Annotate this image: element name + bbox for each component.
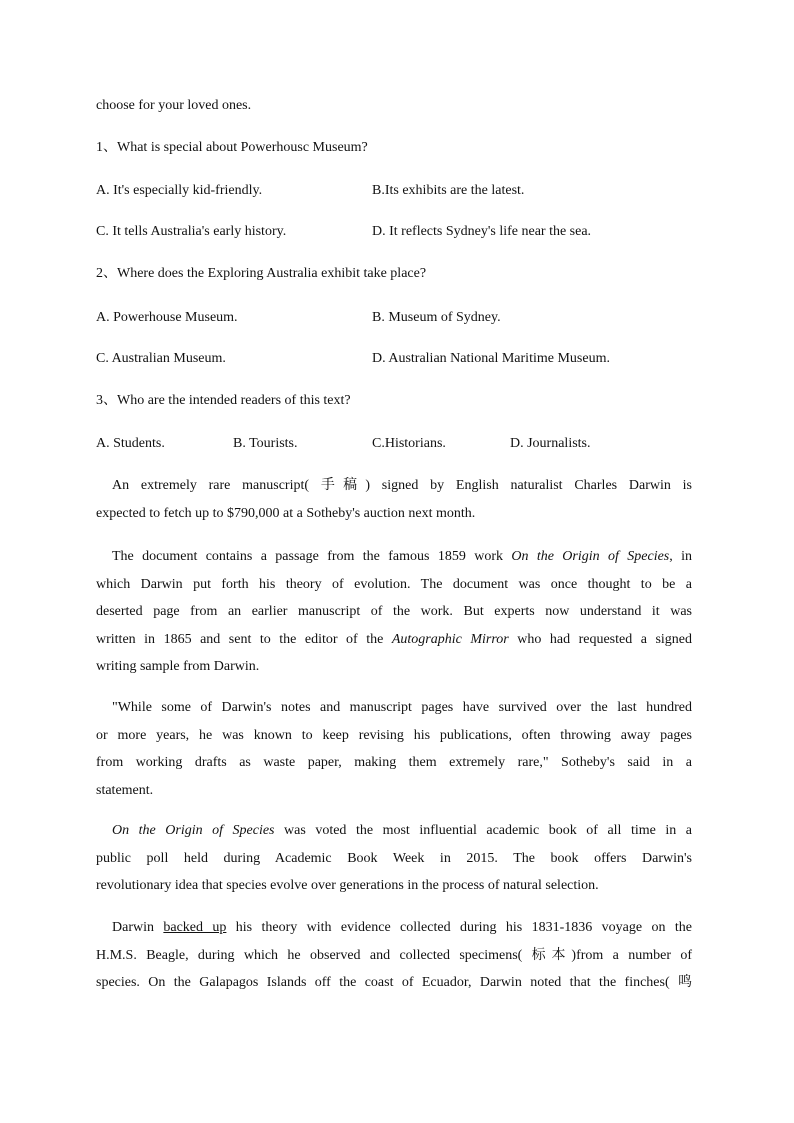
question-3-option-a: A. Students. [96,436,165,451]
question-3-option-c: C.Historians. [372,436,446,451]
question-1-option-d: D. It reflects Sydney's life near the sea. [372,224,592,239]
book-title: On the Origin of Species [511,549,670,564]
paragraph-line: H.M.S. Beagle, during which he observed and collected specimens( 标本)from a number of [96,947,692,963]
question-2-option-d: D. Australian National Maritime Museum. [372,351,610,366]
paragraph-line: or more years, he was known to keep revising his publications, often throwing away pages [96,727,692,743]
underlined-phrase: backed up [163,920,227,935]
publication-title: Autographic Mirror [391,631,509,647]
paragraph-line: statement. [96,782,154,798]
question-3-option-d: D. Journalists. [510,436,591,451]
paragraph-line: which Darwin put forth his theory of evolution. The document was once thought to be a [96,576,692,592]
paragraph-line: expected to fetch up to $790,000 at a Sotheby's auction next month. [96,505,476,521]
continued-text-line: choose for your loved ones. [96,98,252,113]
question-1-option-c: C. It tells Australia's early history. [96,224,287,239]
question-2-option-b: B. Museum of Sydney. [372,310,501,325]
question-2-option-a: A. Powerhouse Museum. [96,310,238,325]
passage-paragraph-3 [96,694,692,804]
passage-paragraph-2 [96,543,692,681]
paragraph-line: deserted page from an earlier manuscript of the work. But experts now understand it was [96,604,692,619]
question-2-option-c: C. Australian Museum. [96,351,226,366]
paragraph-line: written in 1865 and sent to the editor of the Autographic Mirror who had requested a signed [96,631,692,647]
passage-paragraph-1 [96,472,692,527]
passage-paragraph-5 [96,914,692,997]
question-1-option-b: B.Its exhibits are the latest. [372,183,525,198]
question-3-stem: 3、Who are the intended readers of this text? [96,393,351,408]
paragraph-line: Darwin backed up his theory with evidence collected during his 1831-1836 voyage on the [112,920,692,935]
paragraph-line: revolutionary idea that species evolve over generations in the process of natural selection. [96,878,599,893]
question-2-stem: 2、Where does the Exploring Australia exhibit take place? [96,266,427,281]
question-3-option-b: B. Tourists. [233,436,298,451]
paragraph-line: An extremely rare manuscript( 手稿) signed by English naturalist Charles Darwin is [112,478,692,493]
paragraph-line: public poll held during Academic Book Week in 2015. The book offers Darwin's [96,850,692,866]
book-title: On the Origin of Species [112,823,275,838]
passage-paragraph-4 [96,817,692,900]
paragraph-line: species. On the Galapagos Islands off the coast of Ecuador, Darwin noted that the finches( 鸣 [96,975,692,990]
paragraph-line: On the Origin of Species was voted the most influential academic book of all time in a [112,823,692,838]
paragraph-line: The document contains a passage from the famous 1859 work On the Origin of Species, in [112,549,693,564]
paragraph-line: "While some of Darwin's notes and manuscript pages have survived over the last hundred [112,700,692,715]
paragraph-line: writing sample from Darwin. [96,659,260,674]
paragraph-line: from working drafts as waste paper, making them extremely rare," Sotheby's said in a [96,755,692,770]
question-1-option-a: A. It's especially kid-friendly. [96,183,263,198]
question-1-stem: 1、What is special about Powerhousc Museum? [96,140,368,155]
